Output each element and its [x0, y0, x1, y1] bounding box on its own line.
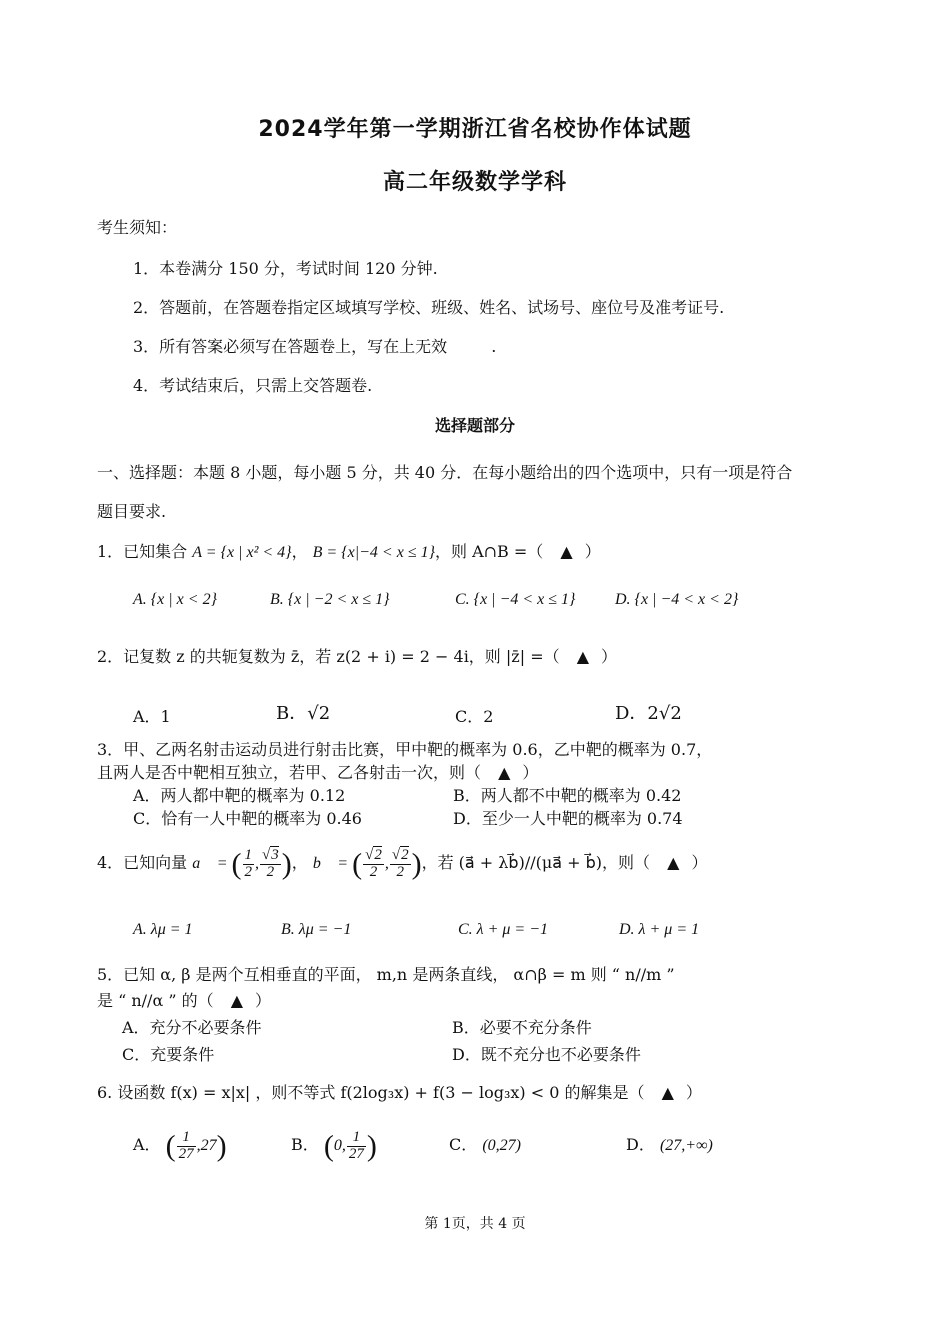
notice-item-3: [133, 334, 496, 357]
q4-option-d: D. λ + μ = 1: [619, 921, 700, 938]
q6-option-d: [626, 1120, 713, 1171]
q6-option-c: [449, 1120, 521, 1171]
q1-option-d: D. {x | −4 < x < 2}: [615, 591, 739, 608]
answer-marker-icon: ▲: [667, 853, 680, 872]
q3-option-b: B．两人都不中靶的概率为 0.42: [453, 786, 682, 805]
q1-set-a: A = {x | x² < 4}: [192, 544, 292, 561]
answer-marker-icon: ▲: [661, 1083, 674, 1102]
answer-marker-icon: ▲: [560, 542, 573, 561]
q2-option-c: C．2: [455, 707, 494, 726]
answer-marker-icon: ▲: [576, 647, 590, 666]
q1-option-c: C. {x | −4 < x ≤ 1}: [455, 591, 576, 608]
q6-stem-text: 6. 设函数 f(x) = x|x| ，则不等式 f(2log₃x) + f(3 − log₃x) < 0 的解集是（: [97, 1083, 645, 1102]
q5-option-c: C．充要条件: [122, 1045, 215, 1064]
q6-option-a-label: A．: [133, 1135, 161, 1154]
notice-item-2: 2．答题前，在答题卷指定区域填写学校、班级、姓名、试场号、座位号及准考证号.: [133, 298, 725, 317]
q4-option-c: C. λ + μ = −1: [458, 921, 549, 938]
answer-marker-icon: ▲: [498, 763, 511, 782]
notice-item-3-period: .: [491, 337, 497, 356]
q3-option-d: D．至少一人中靶的概率为 0.74: [453, 809, 683, 828]
q6-option-c-label: C．: [449, 1135, 478, 1154]
q6-option-d-value: (27,+∞): [659, 1137, 713, 1154]
question-5-stem-line-1: 5．已知 α, β 是两个互相垂直的平面， m,n 是两条直线， α∩β = m 则 “ n//m ”: [97, 965, 675, 984]
q6-option-a: [133, 1120, 227, 1171]
q5-option-d: D．既不充分也不必要条件: [452, 1045, 641, 1064]
q1-prefix: 1．已知集合: [97, 542, 188, 561]
question-3-stem-line-1: 3．甲、乙两名射击运动员进行射击比赛，甲中靶的概率为 0.6，乙中靶的概率为 0.7，: [97, 740, 713, 759]
question-6-stem: 6. 设函数 f(x) = x|x| ，则不等式 f(2log₃x) + f(3 − log₃x) < 0 的解集是（ ▲ ）: [97, 1083, 702, 1102]
q6-option-c-value: (0,27): [482, 1137, 521, 1154]
q1-set-b: B = {x|−4 < x ≤ 1}: [312, 544, 435, 561]
q3-option-a: A．两人都中靶的概率为 0.12: [133, 786, 346, 805]
q2-option-b: B．√2: [276, 703, 331, 724]
question-5-stem-line-2: 是 “ n//α ” 的（ ▲ ）: [97, 991, 272, 1010]
q1-ask: ，则 A∩B =（: [435, 542, 544, 561]
q4-vector-a: a⃗ = ( $\frac{1}{2}$ , $\frac{√3}{2}$ ): [192, 847, 292, 881]
q6-option-b-value: (0, $\frac{1}{27}$ ): [323, 1129, 377, 1163]
question-2-stem: 2．记复数 z 的共轭复数为 z̄，若 z(2 + i) = 2 − 4i，则 |z̄| =（ ▲ ）: [97, 647, 618, 666]
exam-title: 2024学年第一学期浙江省名校协作体试题: [258, 117, 692, 142]
q3-option-c: C．恰有一人中靶的概率为 0.46: [133, 809, 362, 828]
question-1-stem: 1．已知集合 A = {x | x² < 4}， B = {x|−4 < x ≤ 1}，则 A∩B =（ ▲ ）: [97, 542, 601, 561]
q3-stem-text: 且两人是否中靶相互独立，若甲、乙各射击一次，则（: [97, 763, 482, 782]
notice-item-4: 4．考试结束后，只需上交答题卷.: [133, 376, 373, 395]
q4-vector-b: b⃗ = ( $\frac{√2}{2}$ , $\frac{√2}{2}$ ): [312, 847, 422, 881]
notice-heading: 考生须知：: [97, 218, 178, 237]
q1-option-a: A. {x | x < 2}: [133, 591, 217, 608]
q4-suffix: ，若 (a⃗ + λb⃗)//(μa⃗ + b⃗)，则（: [421, 853, 651, 872]
page-footer: 第 1页，共 4 页: [424, 1216, 526, 1232]
answer-marker-icon: ▲: [230, 991, 244, 1010]
q5-option-a: A．充分不必要条件: [122, 1018, 262, 1037]
notice-item-1: 1．本卷满分 150 分，考试时间 120 分钟.: [133, 259, 438, 278]
q6-option-b: [291, 1120, 377, 1171]
q4-prefix: 4．已知向量: [97, 853, 188, 872]
q6-option-b-label: B．: [291, 1135, 319, 1154]
question-4-stem: 4．已知向量 a⃗ = ( $\frac{1}{2}$ , $\frac{√3}{2}$ )， b⃗ = ( $\frac{√2}{2}$ , $\frac{√2}{2}$ )，若 (a⃗ + λb⃗)//(μa⃗ + b⃗)，则（ ▲ ）: [97, 847, 708, 881]
q5-option-b: B．必要不充分条件: [452, 1018, 592, 1037]
q6-option-d-label: D．: [626, 1135, 655, 1154]
q4-option-b: B. λμ = −1: [281, 921, 352, 938]
q5-stem-text: 是 “ n//α ” 的（: [97, 991, 214, 1010]
section-heading: 选择题部分: [434, 416, 515, 435]
section-instruction-line-1: 一、选择题：本题 8 小题，每小题 5 分，共 40 分．在每小题给出的四个选项中，只有一项是符合: [97, 463, 793, 482]
q2-option-d: D．2√2: [615, 703, 682, 724]
exam-subtitle: 高二年级数学学科: [382, 170, 567, 195]
notice-item-3-text: 3．所有答案必须写在答题卷上，写在上无效: [133, 337, 448, 356]
q4-option-a: A. λμ = 1: [133, 921, 193, 938]
q6-option-a-value: ( $\frac{1}{27}$ ,27): [165, 1129, 227, 1163]
q1-option-b: B. {x | −2 < x ≤ 1}: [270, 591, 390, 608]
question-3-stem-line-2: 且两人是否中靶相互独立，若甲、乙各射击一次，则（ ▲ ）: [97, 763, 539, 782]
q2-option-a: A．1: [133, 707, 171, 726]
q2-stem-text: 2．记复数 z 的共轭复数为 z̄，若 z(2 + i) = 2 − 4i，则 |z̄| =（: [97, 647, 560, 666]
section-instruction-line-2: 题目要求.: [97, 502, 167, 521]
